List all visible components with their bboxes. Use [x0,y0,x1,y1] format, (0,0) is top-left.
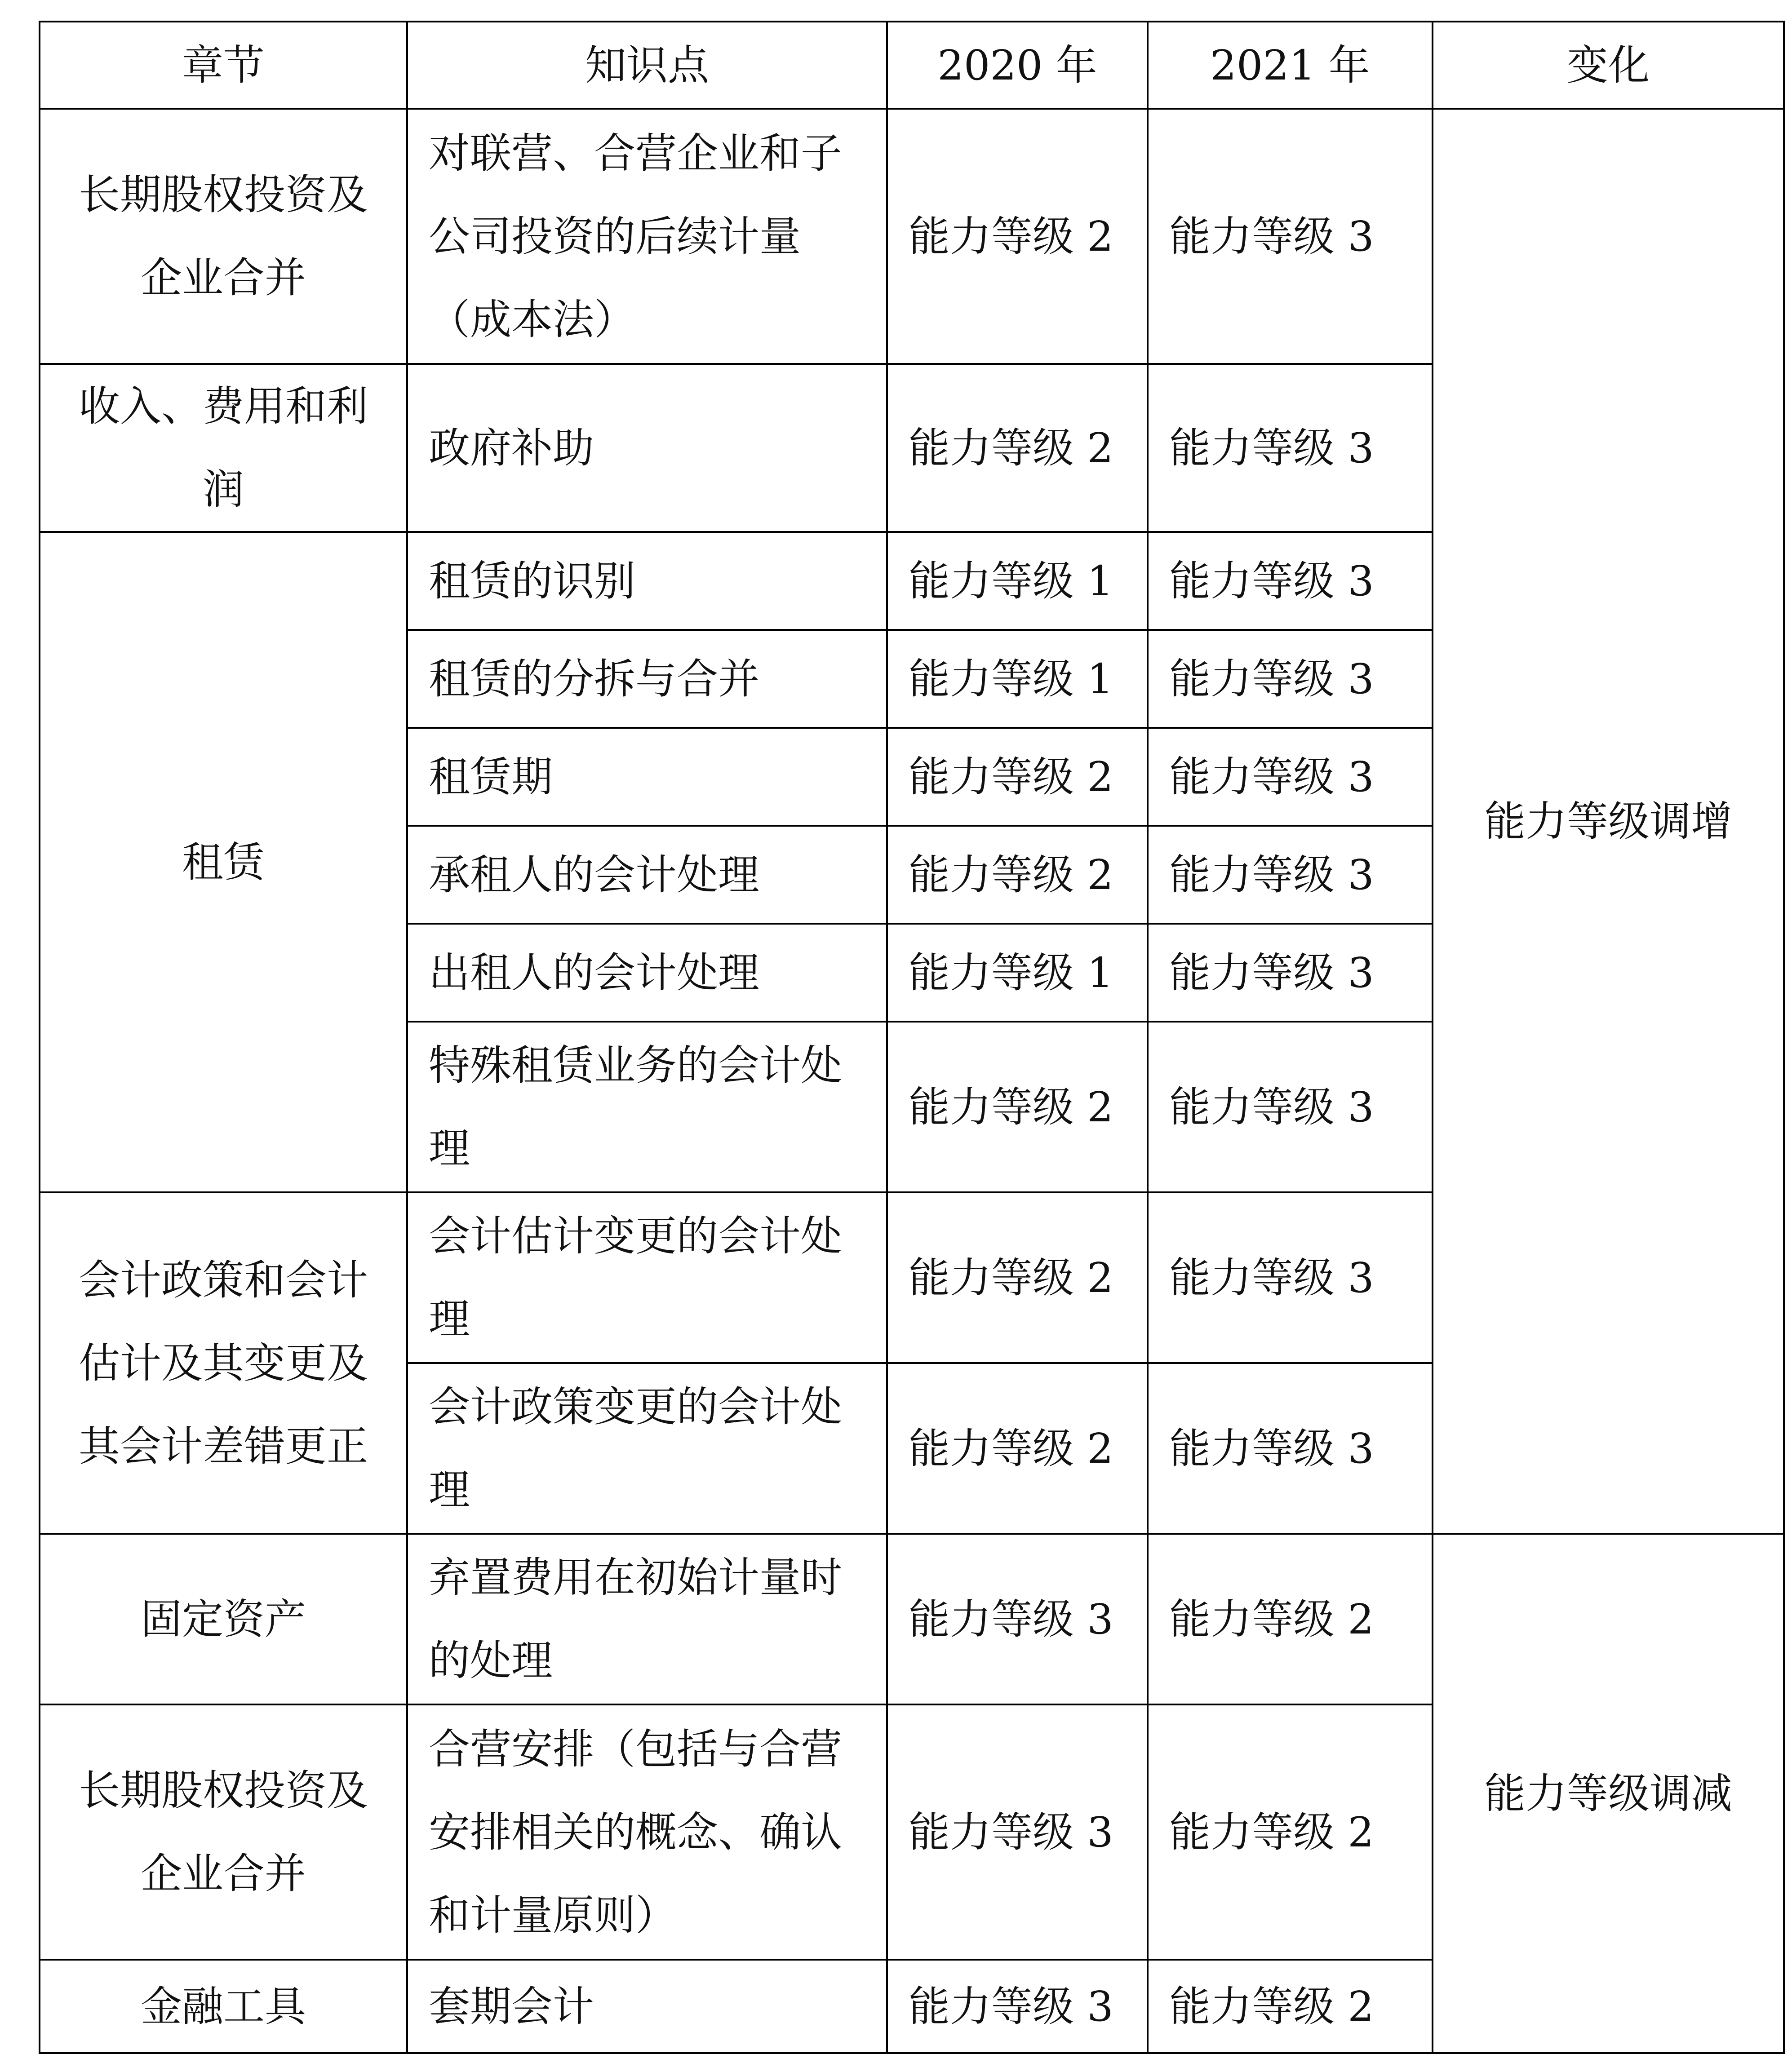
ability-level-change-table [39,21,1785,2054]
header-2020: 2020 年 [887,22,1148,109]
level-2021-cell: 能力等级 3 [1148,1022,1433,1192]
knowledge-point-cell: 承租人的会计处理 [407,826,887,924]
table-container [39,21,1783,2054]
change-cell: 能力等级调增 [1433,109,1784,1534]
level-2021-cell: 能力等级 3 [1148,924,1433,1022]
level-2021-cell: 能力等级 3 [1148,728,1433,826]
level-2020-cell: 能力等级 1 [887,924,1148,1022]
chapter-cell: 会计政策和会计估计及其变更及其会计差错更正 [40,1192,407,1534]
level-2021-cell: 能力等级 2 [1148,1704,1433,1960]
level-2020-cell: 能力等级 2 [887,1363,1148,1534]
knowledge-point-cell: 弃置费用在初始计量时的处理 [407,1534,887,1704]
knowledge-point-cell: 套期会计 [407,1960,887,2053]
knowledge-point-cell: 对联营、合营企业和子公司投资的后续计量（成本法） [407,109,887,364]
level-2021-cell: 能力等级 3 [1148,364,1433,532]
level-2020-cell: 能力等级 2 [887,826,1148,924]
level-2020-cell: 能力等级 3 [887,1960,1148,2053]
level-2020-cell: 能力等级 3 [887,1534,1148,1704]
level-2021-cell: 能力等级 3 [1148,826,1433,924]
header-2021: 2021 年 [1148,22,1433,109]
knowledge-point-cell: 租赁期 [407,728,887,826]
header-knowledge-point: 知识点 [407,22,887,109]
chapter-cell: 金融工具 [40,1960,407,2053]
level-2021-cell: 能力等级 3 [1148,1192,1433,1363]
knowledge-point-cell: 租赁的识别 [407,532,887,630]
knowledge-point-cell: 合营安排（包括与合营安排相关的概念、确认和计量原则） [407,1704,887,1960]
header-change: 变化 [1433,22,1784,109]
level-2021-cell: 能力等级 3 [1148,630,1433,728]
level-2020-cell: 能力等级 2 [887,364,1148,532]
level-2020-cell: 能力等级 2 [887,109,1148,364]
level-2021-cell: 能力等级 2 [1148,1960,1433,2053]
knowledge-point-cell: 租赁的分拆与合并 [407,630,887,728]
knowledge-point-cell: 政府补助 [407,364,887,532]
header-chapter: 章节 [40,22,407,109]
level-2021-cell: 能力等级 2 [1148,1534,1433,1704]
table-row [40,1534,1784,1704]
chapter-cell: 租赁 [40,532,407,1192]
table-row [40,109,1784,364]
level-2021-cell: 能力等级 3 [1148,109,1433,364]
level-2020-cell: 能力等级 2 [887,728,1148,826]
chapter-cell: 长期股权投资及企业合并 [40,109,407,364]
change-cell: 能力等级调减 [1433,1534,1784,2053]
level-2020-cell: 能力等级 1 [887,630,1148,728]
knowledge-point-cell: 特殊租赁业务的会计处理 [407,1022,887,1192]
knowledge-point-cell: 会计估计变更的会计处理 [407,1192,887,1363]
chapter-cell: 长期股权投资及企业合并 [40,1704,407,1960]
chapter-cell: 收入、费用和利润 [40,364,407,532]
level-2020-cell: 能力等级 2 [887,1022,1148,1192]
level-2020-cell: 能力等级 3 [887,1704,1148,1960]
chapter-cell: 固定资产 [40,1534,407,1704]
level-2021-cell: 能力等级 3 [1148,532,1433,630]
level-2020-cell: 能力等级 1 [887,532,1148,630]
knowledge-point-cell: 会计政策变更的会计处理 [407,1363,887,1534]
level-2021-cell: 能力等级 3 [1148,1363,1433,1534]
header-row [40,22,1784,109]
knowledge-point-cell: 出租人的会计处理 [407,924,887,1022]
level-2020-cell: 能力等级 2 [887,1192,1148,1363]
